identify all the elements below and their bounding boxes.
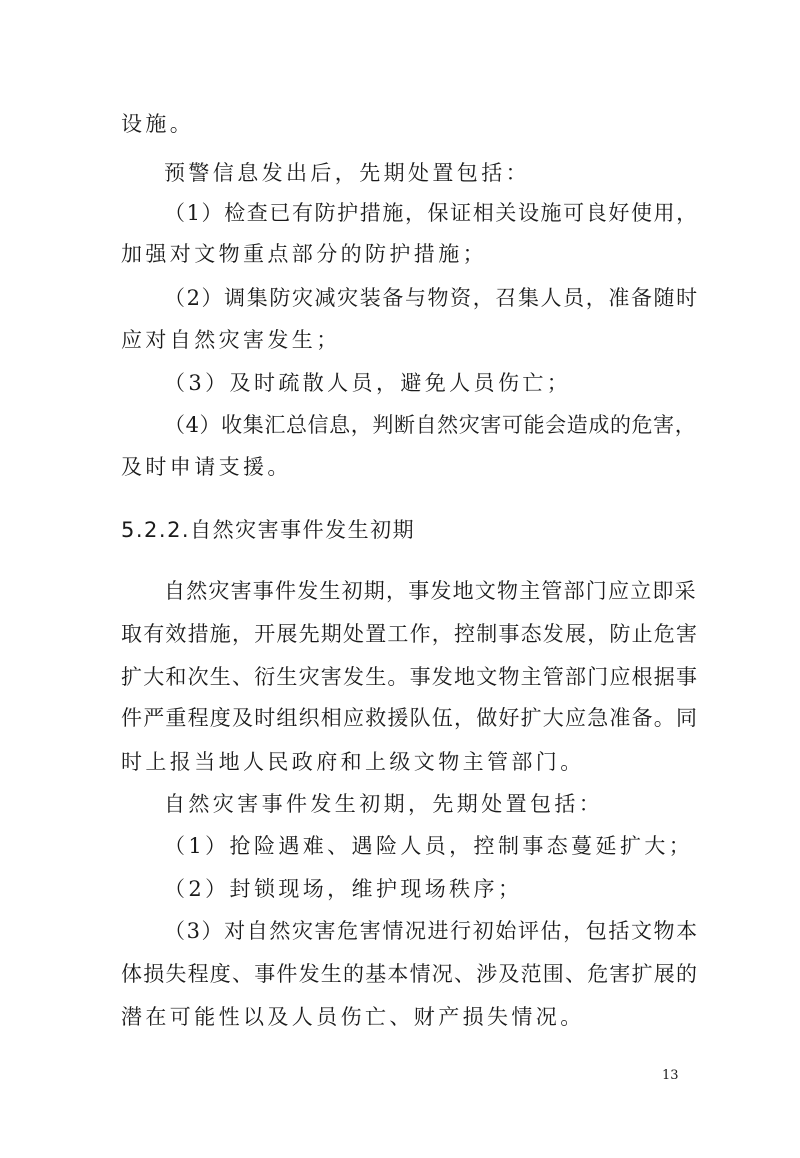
text-line: 体损失程度、事件发生的基本情况、涉及范围、危害扩展的 — [121, 962, 699, 986]
section-heading: 5.2.2.自然灾害事件发生初期 — [121, 518, 416, 542]
text-line: （2）调集防灾减灾装备与物资，召集人员，准备随时 — [164, 286, 699, 310]
text-line: 件严重程度及时组织相应救援队伍，做好扩大应急准备。同 — [121, 706, 699, 730]
page-number: 13 — [662, 1068, 679, 1083]
text-line: 潜在可能性以及人员伤亡、财产损失情况。 — [121, 1005, 585, 1029]
text-line: （3）对自然灾害危害情况进行初始评估，包括文物本 — [164, 919, 699, 943]
text-line: 扩大和次生、衍生灾害发生。事发地文物主管部门应根据事 — [121, 665, 699, 689]
text-line: 应对自然灾害发生； — [121, 328, 341, 352]
text-line: 自然灾害事件发生初期，事发地文物主管部门应立即采 — [164, 579, 697, 603]
text-line: 设施。 — [121, 112, 195, 136]
text-line: （1）检查已有防护措施，保证相关设施可良好使用， — [164, 201, 699, 225]
text-line: 及时申请支援。 — [121, 455, 292, 479]
text-line: 自然灾害事件发生初期，先期处置包括： — [164, 792, 604, 816]
text-line: （2）封锁现场，维护现场秩序； — [164, 877, 523, 901]
text-line: （1）抢险遇难、遇险人员，控制事态蔓延扩大； — [164, 834, 694, 858]
text-line: （4）收集汇总信息，判断自然灾害可能会造成的危害， — [164, 413, 697, 437]
text-line: 加强对文物重点部分的防护措施； — [121, 242, 487, 266]
text-line: 预警信息发出后，先期处置包括： — [164, 161, 530, 185]
text-line: 时上报当地人民政府和上级文物主管部门。 — [121, 750, 585, 774]
text-line: （3）及时疏散人员，避免人员伤亡； — [164, 371, 572, 395]
text-line: 取有效措施，开展先期处置工作，控制事态发展，防止危害 — [121, 622, 699, 646]
